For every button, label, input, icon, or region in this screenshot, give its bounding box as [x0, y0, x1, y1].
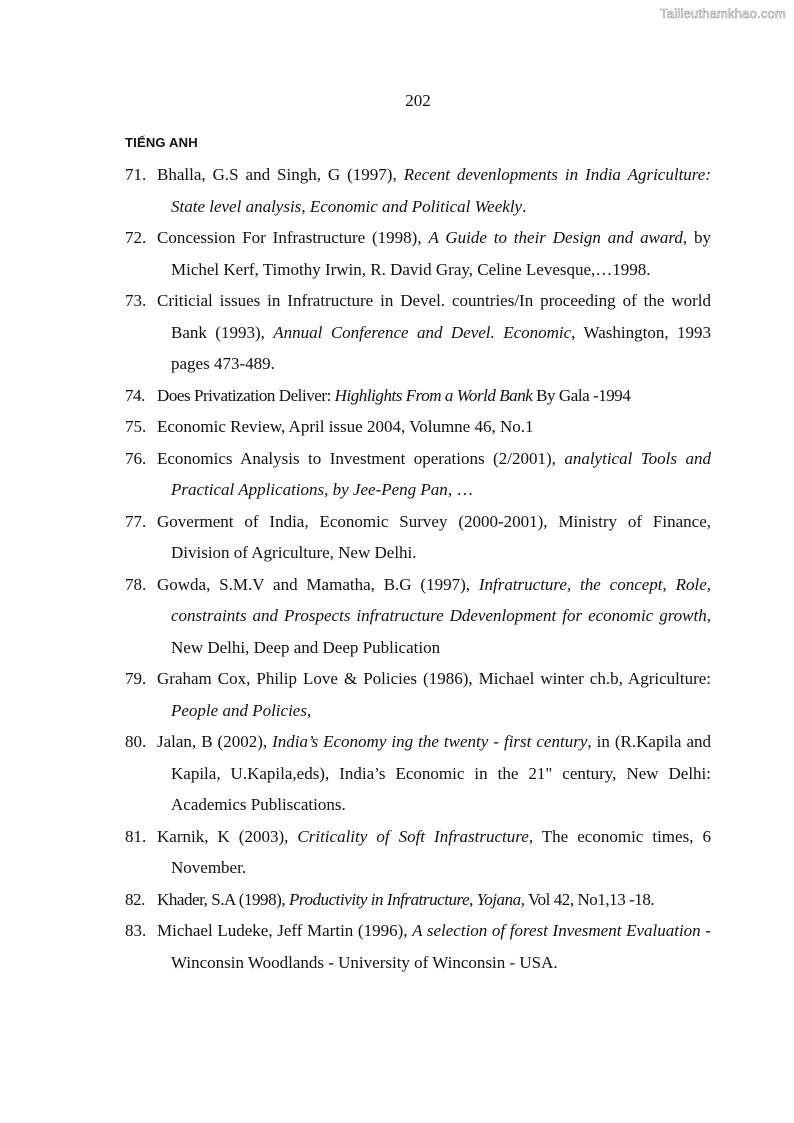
reference-item-78 [125, 569, 711, 664]
reference-text: , [301, 196, 310, 216]
reference-text: - Winconsin Woodlands - University of Winconsin - USA. [171, 921, 711, 972]
reference-title: A Guide to their Design and award [428, 228, 683, 247]
reference-text: , Vol 42, No1,13 -18. [520, 889, 655, 909]
reference-title: Annual Conference and Devel. Economic [273, 322, 572, 342]
reference-number: 75. [125, 417, 147, 436]
reference-item-71 [125, 159, 711, 222]
reference-item-80 [125, 726, 711, 821]
reference-text: By Gala -1994 [532, 385, 631, 405]
reference-title: India’s Economy ing the twenty - first century [272, 732, 588, 751]
reference-text: , by Michel Kerf, Timothy Irwin, R. David Gray, Celine Levesque,…1998. [171, 228, 711, 279]
reference-text: Khader, S.A (1998), [157, 889, 289, 909]
reference-title: People and Policies [171, 700, 307, 720]
reference-item-77 [125, 506, 711, 569]
page-number: 202 [405, 91, 431, 110]
reference-text: , The economic times, 6 November. [171, 826, 711, 877]
reference-text: Gowda, S.M.V and Mamatha, B.G (1997), [157, 574, 479, 594]
reference-number: 83. [125, 921, 147, 940]
reference-list [125, 159, 711, 978]
reference-text: Bhalla, G.S and Singh, G (1997), [157, 165, 404, 184]
reference-journal: Economic and Political Weekly [309, 196, 523, 216]
reference-number: 80. [125, 732, 147, 751]
reference-text: Economics Analysis to Investment operations (2/2001), [157, 448, 565, 468]
reference-title: A selection of forest Invesment Evaluation [412, 921, 701, 940]
reference-number: 76. [125, 448, 147, 468]
reference-title: Recent devenlopments in India Agriculture: State level analysis [171, 165, 711, 216]
reference-item-83 [125, 915, 711, 978]
reference-text: , [306, 700, 312, 720]
reference-text: , … [447, 480, 474, 499]
reference-item-79 [125, 663, 711, 726]
reference-title: Highlights From a World Bank [334, 385, 533, 405]
reference-number: 71. [125, 165, 147, 184]
reference-number: 72. [125, 228, 147, 247]
section-heading: TIẾNG ANH [125, 135, 198, 150]
reference-text: Jalan, B (2002), [157, 732, 273, 751]
reference-text: , Washington, 1993 pages 473-489. [171, 322, 711, 373]
reference-number: 79. [125, 669, 147, 688]
reference-number: 73. [125, 291, 147, 310]
reference-item-75 [125, 411, 711, 443]
reference-text: , New Delhi, Deep and Deep Publication [171, 606, 711, 657]
reference-item-82 [125, 884, 711, 916]
reference-text: . [522, 196, 527, 216]
reference-number: 81. [125, 826, 147, 846]
reference-item-76 [125, 443, 711, 506]
reference-title: Criticality of Soft Infrastructure [297, 826, 529, 846]
watermark-text: Tailieuthamkhao.com [660, 6, 786, 21]
reference-number: 78. [125, 574, 147, 594]
reference-text: Does Privatization Deliver: [157, 385, 335, 405]
reference-text: Concession For Infrastructure (1998), [157, 228, 429, 247]
reference-title: Infratructure, the concept, Role, constraints and Prospects infratructure Ddevenlopment for economic growth [171, 574, 711, 625]
reference-number: 74. [125, 385, 145, 405]
reference-text: Karnik, K (2003), [157, 826, 298, 846]
reference-item-72 [125, 222, 711, 285]
reference-title: Productivity in Infratructure, Yojana [288, 889, 521, 909]
reference-title: analytical Tools and Practical Applications, by Jee-Peng Pan [171, 448, 711, 499]
reference-text: Criticial issues in Infratructure in Devel. countries/In proceeding of the world Bank (1993), [157, 291, 711, 342]
reference-item-73 [125, 285, 711, 380]
reference-item-74 [125, 380, 711, 412]
reference-number: 82. [125, 889, 145, 909]
reference-text: , in (R.Kapila and Kapila, U.Kapila,eds), India’s Economic in the 21" century, New Delhi: Academics Publiscations. [171, 732, 711, 814]
reference-number: 77. [125, 511, 147, 531]
reference-text: Economic Review, April issue 2004, Volumne 46, No.1 [157, 417, 534, 436]
reference-item-81 [125, 821, 711, 884]
reference-text: Michael Ludeke, Jeff Martin (1996), [157, 921, 413, 940]
reference-text: Graham Cox, Philip Love & Policies (1986), Michael winter ch.b, Agriculture: [157, 669, 711, 688]
reference-text: Goverment of India, Economic Survey (2000-2001), Ministry of Finance, Division of Agriculture, New Delhi. [157, 511, 711, 562]
